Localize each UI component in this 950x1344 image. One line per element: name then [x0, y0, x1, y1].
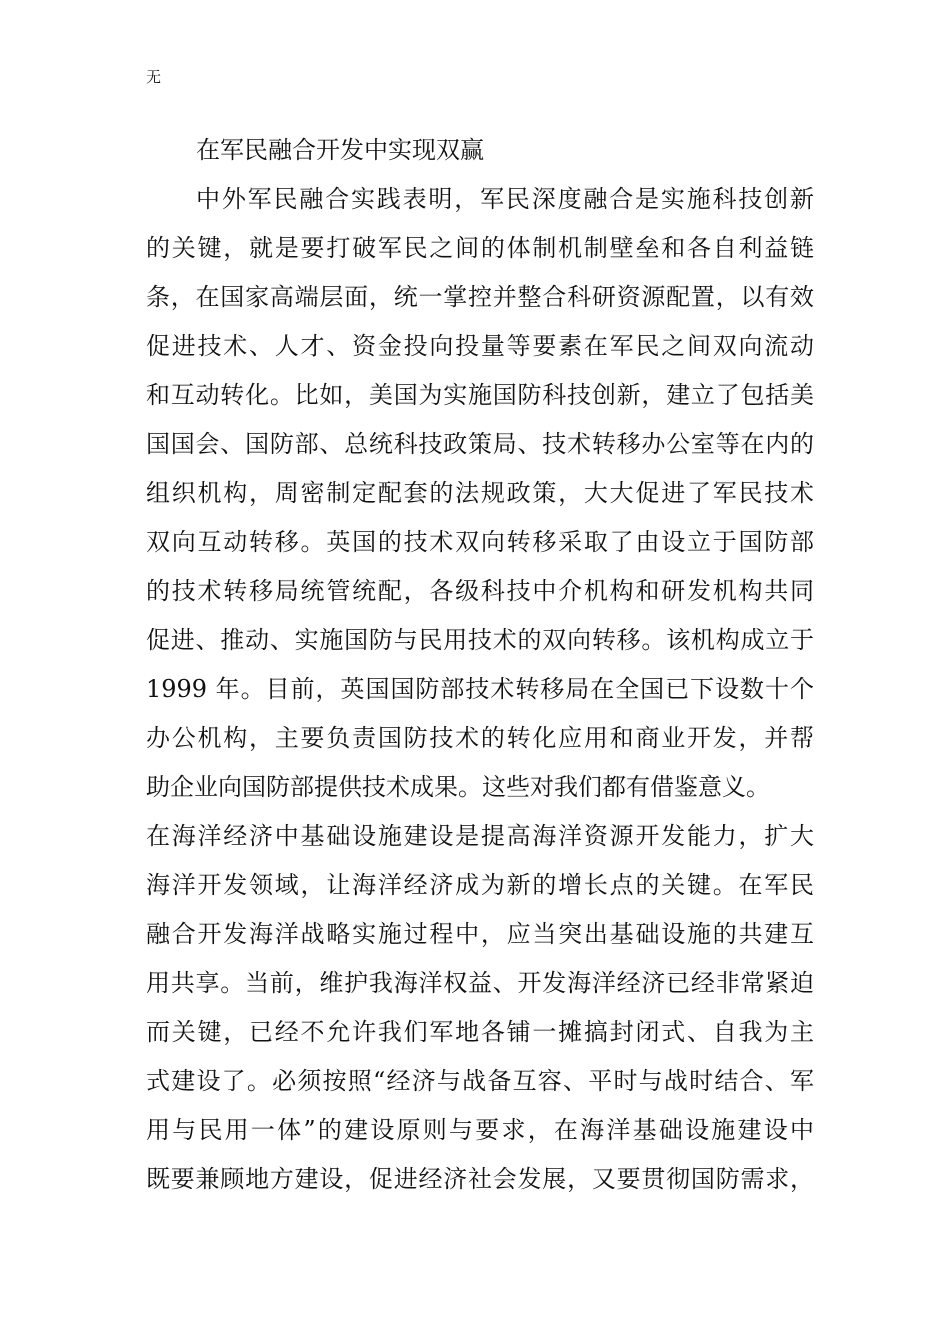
text-line: 组织机构，周密制定配套的法规政策，大大促进了军民技术: [146, 479, 814, 507]
text-line: 的技术转移局统管统配，各级科技中介机构和研发机构共同: [146, 577, 814, 605]
text-line: 用共享。当前，维护我海洋权益、开发海洋经济已经非常紧迫: [146, 969, 814, 997]
header-mark: 无: [146, 68, 162, 86]
text-line: 双向互动转移。英国的技术双向转移采取了由设立于国防部: [146, 528, 814, 556]
text-line: 促进技术、人才、资金投向投量等要素在军民之间双向流动: [146, 332, 814, 360]
text-line: 促进、推动、实施国防与民用技术的双向转移。该机构成立于: [146, 626, 814, 654]
text-line: 和互动转化。比如，美国为实施国防科技创新，建立了包括美: [146, 381, 814, 409]
text-line: 办公机构，主要负责国防技术的转化应用和商业开发，并帮: [146, 724, 814, 752]
text-line: 用与民用一体”的建设原则与要求，在海洋基础设施建设中: [146, 1116, 814, 1144]
text-line: 海洋开发领域，让海洋经济成为新的增长点的关键。在军民: [146, 871, 814, 899]
text-line: 式建设了。必须按照“经济与战备互容、平时与战时结合、军: [146, 1067, 814, 1095]
text-line: 融合开发海洋战略实施过程中，应当突出基础设施的共建互: [146, 920, 814, 948]
section-heading: 在军民融合开发中实现双赢: [196, 136, 484, 164]
text-line: 条，在国家高端层面，统一掌控并整合科研资源配置，以有效: [146, 283, 814, 311]
text-line: 的关键，就是要打破军民之间的体制机制壁垒和各自利益链: [146, 234, 814, 262]
document-body: [146, 126, 814, 1204]
text-line: 中外军民融合实践表明，军民深度融合是实施科技创新: [196, 185, 814, 213]
text-line: 而关键，已经不允许我们军地各铺一摊搞封闭式、自我为主: [146, 1018, 814, 1046]
text-line: 国国会、国防部、总统科技政策局、技术转移办公室等在内的: [146, 430, 814, 458]
text-line: 既要兼顾地方建设，促进经济社会发展，又要贯彻国防需求，: [146, 1165, 814, 1193]
text-line: 1999 年。目前，英国国防部技术转移局在全国已下设数十个: [146, 675, 814, 703]
text-line: 在海洋经济中基础设施建设是提高海洋资源开发能力，扩大: [146, 822, 814, 850]
text-line: 助企业向国防部提供技术成果。这些对我们都有借鉴意义。: [146, 773, 770, 801]
